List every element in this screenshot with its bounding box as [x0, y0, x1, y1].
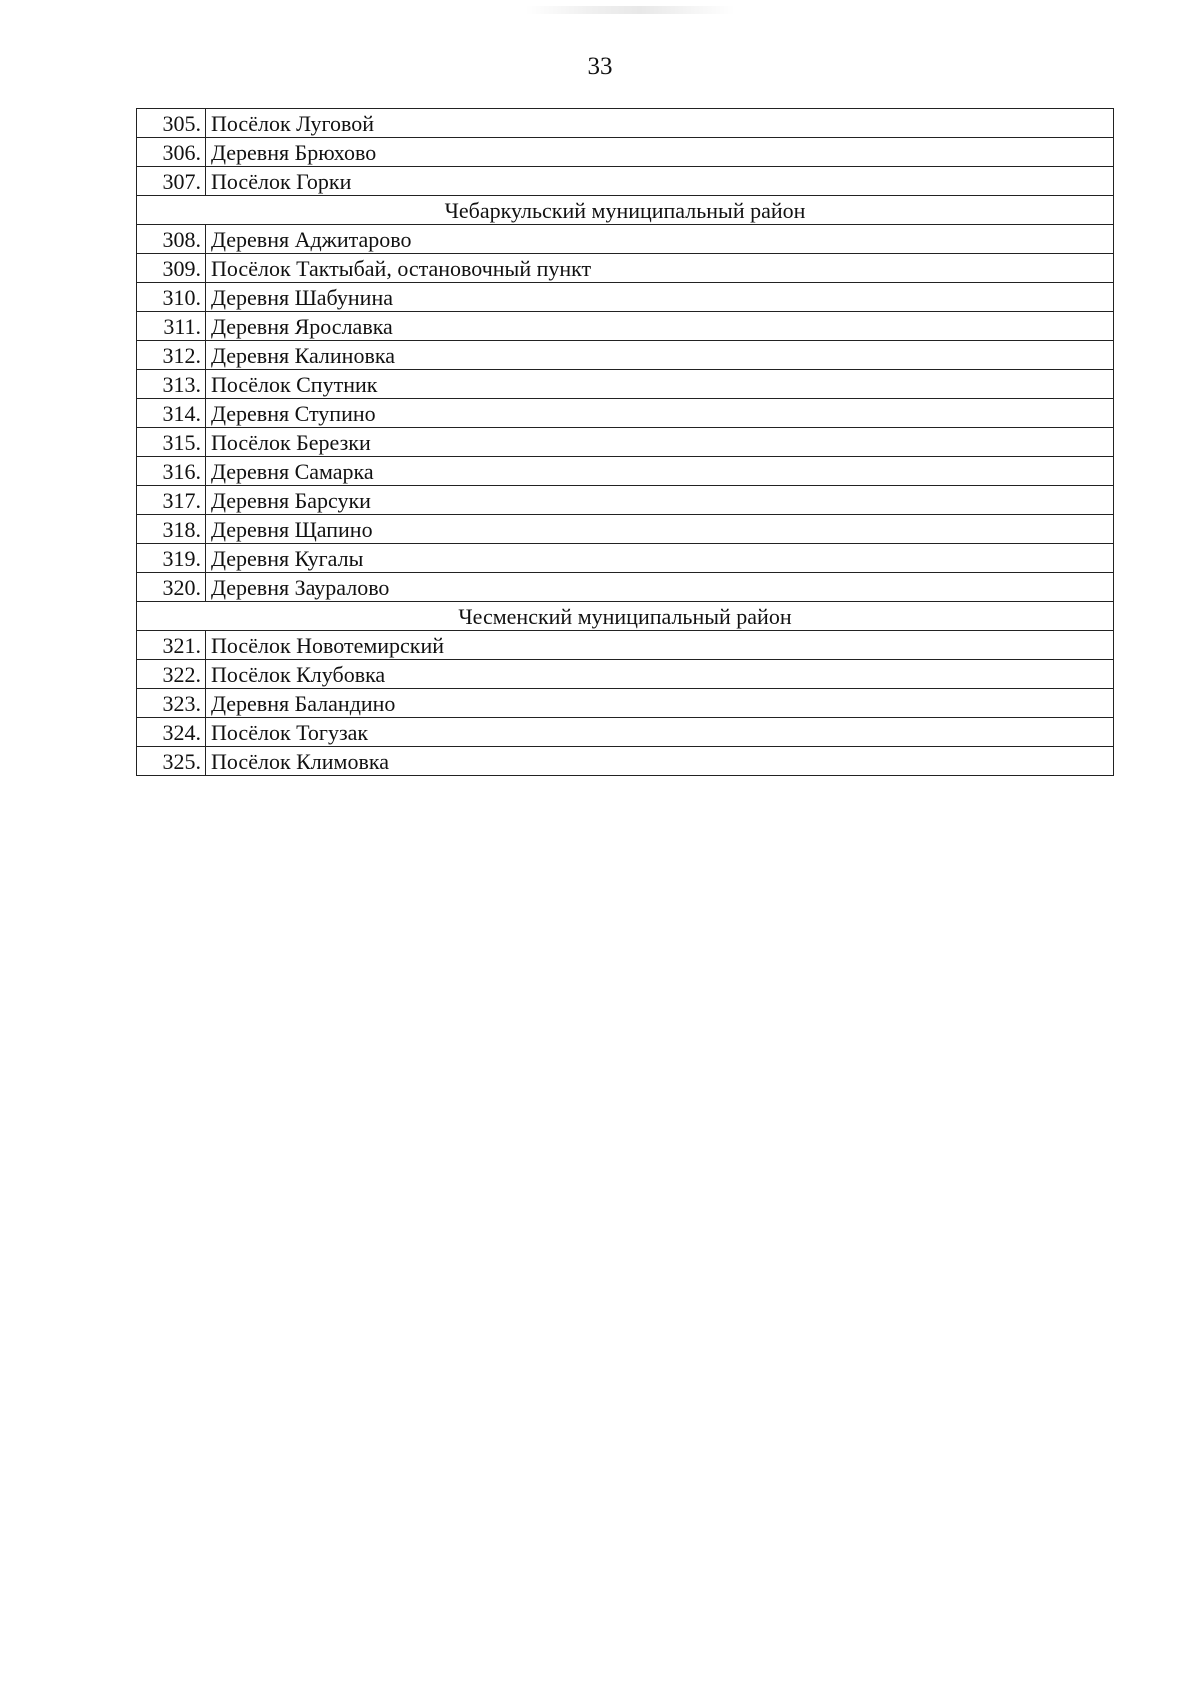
row-number: 314. — [137, 399, 206, 428]
settlement-name: Деревня Зауралово — [206, 573, 1114, 602]
row-number: 315. — [137, 428, 206, 457]
table-row — [137, 428, 1114, 457]
settlement-name: Посёлок Луговой — [206, 109, 1114, 138]
table-row — [137, 109, 1114, 138]
settlement-name: Деревня Баландино — [206, 689, 1114, 718]
row-number: 308. — [137, 225, 206, 254]
row-number: 317. — [137, 486, 206, 515]
table-row — [137, 225, 1114, 254]
settlement-name: Деревня Шабунина — [206, 283, 1114, 312]
settlement-name: Посёлок Климовка — [206, 747, 1114, 776]
table-row — [137, 544, 1114, 573]
row-number: 313. — [137, 370, 206, 399]
row-number: 318. — [137, 515, 206, 544]
table-row — [137, 167, 1114, 196]
table-row — [137, 631, 1114, 660]
row-number: 307. — [137, 167, 206, 196]
settlement-name: Посёлок Березки — [206, 428, 1114, 457]
row-number: 325. — [137, 747, 206, 776]
row-number: 322. — [137, 660, 206, 689]
settlement-name: Деревня Ступино — [206, 399, 1114, 428]
table-row — [137, 515, 1114, 544]
district-name: Чесменский муниципальный район — [137, 602, 1114, 631]
table-row — [137, 486, 1114, 515]
settlement-name: Деревня Калиновка — [206, 341, 1114, 370]
row-number: 320. — [137, 573, 206, 602]
row-number: 319. — [137, 544, 206, 573]
row-number: 323. — [137, 689, 206, 718]
settlement-name: Посёлок Тактыбай, остановочный пункт — [206, 254, 1114, 283]
district-name: Чебаркульский муниципальный район — [137, 196, 1114, 225]
table-row — [137, 747, 1114, 776]
row-number: 316. — [137, 457, 206, 486]
row-number: 309. — [137, 254, 206, 283]
settlements-table — [136, 108, 1114, 776]
table-row — [137, 370, 1114, 399]
table-row — [137, 718, 1114, 747]
district-header-row — [137, 602, 1114, 631]
table-row — [137, 312, 1114, 341]
settlement-name: Посёлок Спутник — [206, 370, 1114, 399]
table-row — [137, 573, 1114, 602]
row-number: 305. — [137, 109, 206, 138]
row-number: 306. — [137, 138, 206, 167]
table-row — [137, 283, 1114, 312]
table-row — [137, 254, 1114, 283]
settlement-name: Посёлок Новотемирский — [206, 631, 1114, 660]
page-number: 33 — [587, 53, 613, 80]
settlement-name: Деревня Самарка — [206, 457, 1114, 486]
district-header-row — [137, 196, 1114, 225]
table-row — [137, 399, 1114, 428]
table-row — [137, 660, 1114, 689]
settlement-name: Посёлок Горки — [206, 167, 1114, 196]
row-number: 312. — [137, 341, 206, 370]
settlement-name: Деревня Щапино — [206, 515, 1114, 544]
settlement-name: Деревня Брюхово — [206, 138, 1114, 167]
table-row — [137, 457, 1114, 486]
settlement-name: Деревня Ярославка — [206, 312, 1114, 341]
row-number: 321. — [137, 631, 206, 660]
row-number: 324. — [137, 718, 206, 747]
scan-artifact — [525, 6, 735, 14]
table-row — [137, 341, 1114, 370]
table-row — [137, 689, 1114, 718]
settlement-name: Деревня Аджитарово — [206, 225, 1114, 254]
table-body — [137, 109, 1114, 776]
settlement-name: Посёлок Клубовка — [206, 660, 1114, 689]
settlement-name: Посёлок Тогузак — [206, 718, 1114, 747]
row-number: 310. — [137, 283, 206, 312]
table-row — [137, 138, 1114, 167]
settlement-name: Деревня Кугалы — [206, 544, 1114, 573]
settlement-name: Деревня Барсуки — [206, 486, 1114, 515]
row-number: 311. — [137, 312, 206, 341]
